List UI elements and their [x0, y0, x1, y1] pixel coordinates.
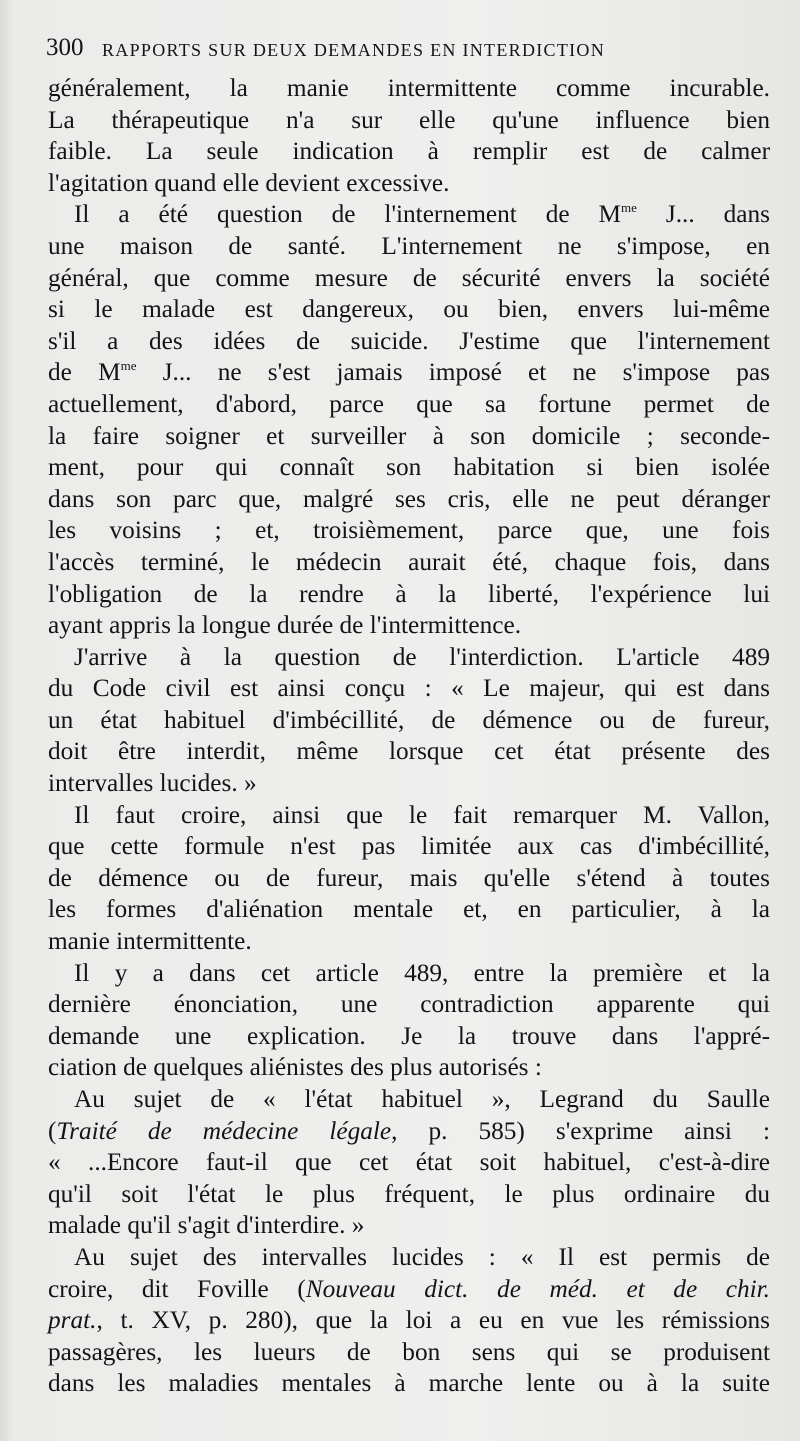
text-run: (	[48, 1116, 57, 1145]
text-line: doit être interdit, même lorsque cet état présente des	[48, 737, 770, 766]
text-line: un état habituel d'imbécillité, de démence ou de fureur,	[48, 705, 770, 734]
text-run: J... dans	[636, 200, 770, 229]
text-run: , p. 585) s'exprime ainsi :	[391, 1116, 770, 1145]
italic-title: Traité de médecine légale	[56, 1116, 392, 1145]
text-line: dernière énonciation, une contradiction apparente qui	[48, 990, 770, 1019]
italic-title: Nouveau dict. de méd. et de chir.	[305, 1274, 770, 1303]
text-line: ciation de quelques aliénistes des plus autorisés :	[48, 1053, 542, 1082]
text-run: croire, dit Foville (	[48, 1274, 306, 1303]
text-line: que cette formule n'est pas limitée aux cas d'imbécillité,	[48, 832, 770, 861]
text-line: l'agitation quand elle devient excessive.	[48, 168, 450, 197]
text-line: ment, pour qui connaît son habitation si bien isolée	[48, 453, 770, 482]
text-line: ayant appris la longue durée de l'intermittence.	[48, 611, 522, 640]
text-line: Au sujet des intervalles lucides : « Il est permis de	[74, 1242, 770, 1271]
text-line: intervalles lucides. »	[48, 769, 257, 798]
superscript: me	[120, 358, 137, 374]
text-line	[48, 1274, 770, 1306]
text-line: une maison de santé. L'internement ne s'impose, en	[48, 231, 770, 260]
text-line: l'accès terminé, le médecin aurait été, chaque fois, dans	[48, 547, 770, 576]
text-line: du Code civil est ainsi conçu : « Le majeur, qui est dans	[48, 674, 770, 703]
text-line: les voisins ; et, troisièmement, parce que, une fois	[48, 516, 770, 545]
text-line: La thérapeutique n'a sur elle qu'une influence bien	[48, 105, 770, 134]
italic-title: prat.	[48, 1306, 97, 1335]
text-line: faible. La seule indication à remplir est de calmer	[48, 137, 770, 166]
text-run: de M	[48, 358, 121, 387]
text-line: qu'il soit l'état le plus fréquent, le plus ordinaire du	[48, 1179, 770, 1208]
running-head: RAPPORTS SUR DEUX DEMANDES EN INTERDICTION	[102, 40, 606, 60]
text-line: général, que comme mesure de sécurité envers la société	[48, 263, 770, 292]
text-line: J'arrive à la question de l'interdiction. L'article 489	[74, 642, 770, 671]
text-run: J... ne s'est jamais imposé et ne s'impose pas	[136, 358, 770, 387]
page-header	[46, 34, 766, 64]
text-line: la faire soigner et surveiller à son domicile ; seconde-	[48, 421, 770, 450]
page-number: 300	[46, 34, 84, 61]
text-line: Il faut croire, ainsi que le fait remarquer M. Vallon,	[74, 800, 770, 829]
text-line: l'obligation de la rendre à la liberté, l'expérience lui	[48, 579, 770, 608]
text-line: s'il a des idées de suicide. J'estime que l'internement	[48, 326, 770, 355]
text-line	[48, 199, 770, 231]
text-line	[48, 357, 770, 389]
text-line: malade qu'il s'agit d'interdire. »	[48, 1211, 365, 1240]
text-line: dans les maladies mentales à marche lente ou à la suite	[48, 1369, 770, 1398]
text-line: « ...Encore faut-il que cet état soit habituel, c'est-à-dire	[48, 1148, 770, 1177]
text-line: manie intermittente.	[48, 927, 252, 956]
body-text	[48, 73, 770, 1400]
text-run: , t. XV, p. 280), que la loi a eu en vue les rémissions	[96, 1306, 770, 1335]
text-line: demande une explication. Je la trouve dans l'appré-	[48, 1021, 770, 1050]
text-line: si le malade est dangereux, ou bien, envers lui-même	[48, 295, 770, 324]
text-line: Il y a dans cet article 489, entre la première et la	[74, 958, 770, 987]
text-run: Il a été question de l'internement de M	[74, 200, 622, 229]
text-line	[48, 1305, 770, 1337]
text-line: dans son parc que, malgré ses cris, elle ne peut déranger	[48, 484, 770, 513]
text-line: généralement, la manie intermittente comme incurable.	[48, 74, 770, 102]
text-line	[48, 1116, 770, 1148]
superscript: me	[621, 200, 637, 216]
text-line: actuellement, d'abord, parce que sa fortune permet de	[48, 389, 770, 418]
text-line: Au sujet de « l'état habituel », Legrand du Saulle	[74, 1085, 770, 1113]
text-line: de démence ou de fureur, mais qu'elle s'étend à toutes	[48, 863, 770, 892]
text-line: les formes d'aliénation mentale et, en particulier, à la	[48, 895, 770, 924]
text-line: passagères, les lueurs de bon sens qui se produisent	[48, 1337, 770, 1366]
